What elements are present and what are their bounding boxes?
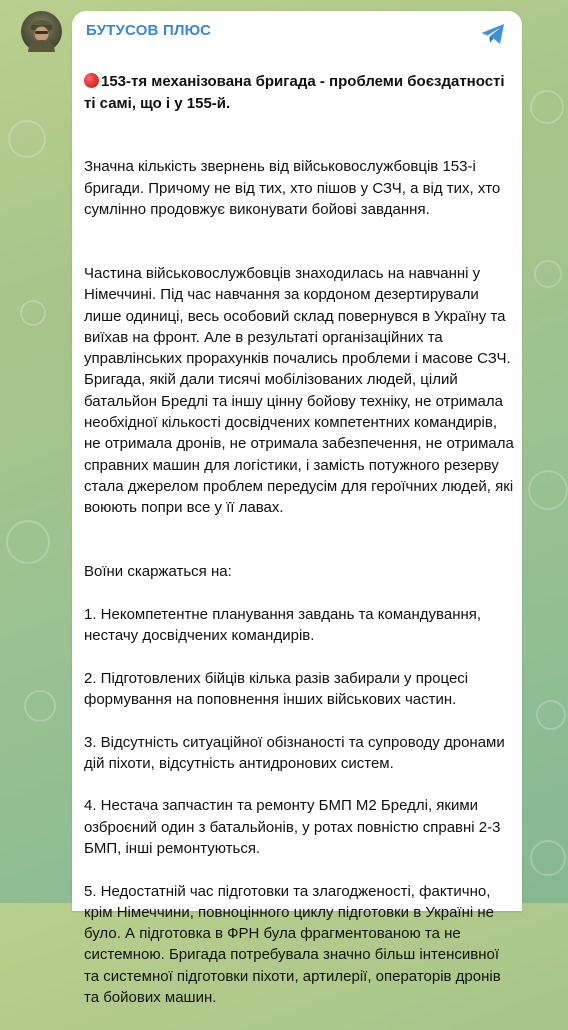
headline-text: 153-тя механізована бригада - проблеми боєздатності ті самі, що і у 155-й. <box>84 73 505 112</box>
channel-name[interactable]: БУТУСОВ ПЛЮС <box>86 22 212 39</box>
complaints-intro: Воїни скаржаться на: <box>84 563 232 581</box>
soldier-avatar-icon <box>21 11 62 52</box>
background-doodle <box>8 120 46 158</box>
background-doodle <box>530 90 564 124</box>
complaint-item: 1. Некомпетентне планування завдань та командування, нестачу досвідчених командирів. <box>84 605 482 645</box>
background-doodle <box>536 700 566 730</box>
channel-post <box>72 11 522 1007</box>
background-doodle <box>530 840 566 876</box>
background-doodle <box>534 260 562 288</box>
background-doodle <box>6 520 50 564</box>
background-doodle <box>528 470 568 510</box>
telegram-share-icon[interactable] <box>480 22 506 46</box>
complaint-item: 5. Недостатній час підготовки та злагодженості, фактично, крім Німеччини, повноцінного циклу підготовки в Україні не було. А підготовка в ФРН була фрагментованою та не системною. Бригада потребувала значно більш інтенсивної та системної підготовки піхоти, артилерії, операторів дронів та бойових машин. <box>84 882 501 1007</box>
post-text <box>84 50 514 1030</box>
post-headline <box>84 71 514 114</box>
post-paragraph: Частина військовослужбовців знаходилась на навчанні у Німеччині. Під час навчання за кордоном дезертирували лише одиниці, весь особовий склад повернувся в Україну та виїхав на фронт. Але в результаті організаційних та управлінських прорахунків почались проблеми і масове СЗЧ. Бригада, якій дали тисячі мобілізованих людей, цілий батальйон Бредлі та іншу цінну бойову техніку, не отримала необхідної кількості досвідчених компетентних командирів, не отримала дронів, не отримала забезпечення, не отримала справних машин для логістики, і замість потужного резерву стала джерелом проблем передусім для героїчних людей, які воюють попри все у її лавах. <box>84 264 514 517</box>
channel-avatar[interactable] <box>21 11 62 52</box>
complaint-item: 3. Відсутність ситуаційної обізнаності та супроводу дронами дій піхоти, відсутність антидронових систем. <box>84 733 505 772</box>
background-doodle <box>24 690 56 722</box>
post-paragraph: Значна кількість звернень від військовослужбовців 153-і бригади. Причому не від тих, хто пішов у СЗЧ, а від тих, хто сумлінно продовжує виконувати бойові завдання. <box>84 158 501 219</box>
complaint-item: 2. Підготовлених бійців кілька разів забирали у процесі формування на поповнення інших військових частин. <box>84 669 469 708</box>
red-circle-icon <box>84 73 99 88</box>
background-doodle <box>20 300 46 326</box>
complaint-item: 4. Нестача запчастин та ремонту БМП М2 Бредлі, якими озброєний один з батальйонів, у ротах повністю справні 2-3 БМП, інші ремонтуються. <box>84 797 501 857</box>
